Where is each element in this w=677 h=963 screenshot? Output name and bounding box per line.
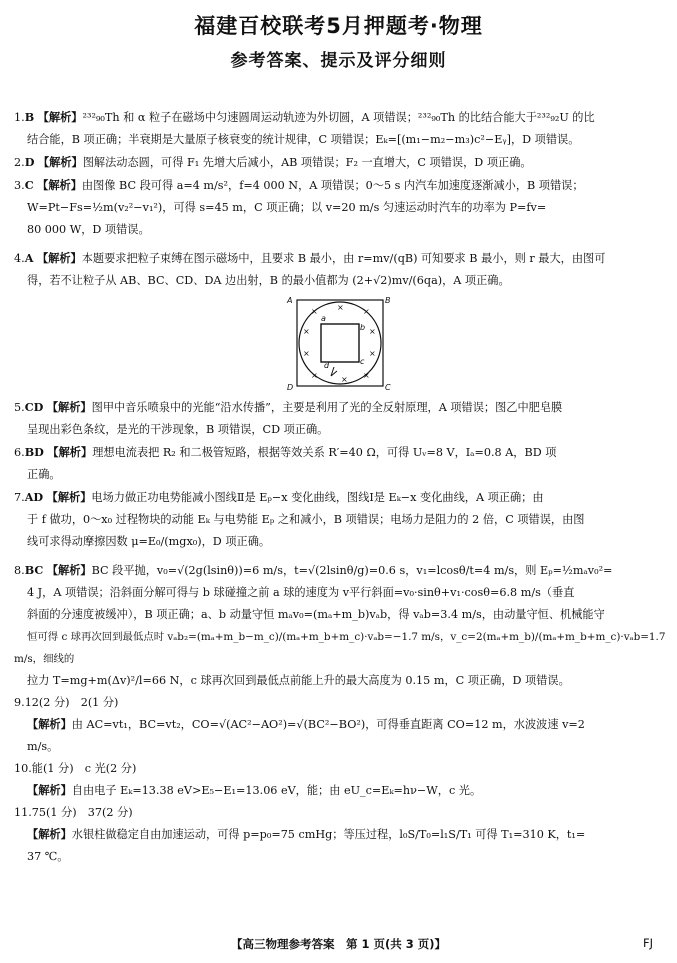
svg-text:×: × xyxy=(311,371,318,380)
answer-item-7: 7.AD 【解析】电场力做正功电势能减小图线Ⅱ是 Eₚ−x 变化曲线，图线Ⅰ是 Eₖ−x 变化曲线，A 项正确；由 于 f 做功，0～x₀ 过程物块的动能 Eₖ 与电势能 Eₚ 之和减小，B 项错误；电场力是阻力的 2 倍，C 项错误，由图 线可求得动摩擦因数 μ=E₀/(mgx₀)，D 项正确。 xyxy=(14,490,585,548)
svg-text:×: × xyxy=(369,327,376,336)
inner-label-c: c xyxy=(360,357,365,366)
field-crosses xyxy=(303,303,376,384)
svg-text:×: × xyxy=(303,327,310,336)
svg-text:×: × xyxy=(363,371,370,380)
svg-text:×: × xyxy=(341,375,348,384)
svg-text:×: × xyxy=(337,303,344,312)
svg-text:×: × xyxy=(369,349,376,358)
answer-item-2: 2.D 【解析】图解法动态圆，可得 F₁ 先增大后减小，AB 项错误；F₂ 一直增大，C 项错误，D 项正确。 xyxy=(14,155,532,169)
svg-text:×: × xyxy=(303,349,310,358)
corner-label-a: A xyxy=(287,296,293,305)
answer-item-11-analysis: 【解析】水银柱做稳定自由加速运动，可得 p=p₀=75 cmHg；等压过程，l₀S/T₀=l₁S/T₁ 可得 T₁=310 K，t₁= 37 ℃。 xyxy=(27,828,586,863)
magnetic-field-figure xyxy=(14,294,666,392)
square-circle-diagram xyxy=(285,294,395,390)
corner-label-d: D xyxy=(287,383,294,390)
page-footer: 【高三物理参考答案 第 1 页(共 3 页)】 xyxy=(230,937,447,951)
answer-item-5: 5.CD 【解析】图甲中音乐喷泉中的光能“沿水传播”，主要是利用了光的全反射原理，A 项错误；图乙中肥皂膜 呈现出彩色条纹，是光的干涉现象，B 项错误，CD 项正确。 xyxy=(14,400,563,436)
answer-item-11: 11.75(1 分) 37(2 分) xyxy=(14,806,133,819)
answer-item-4: 4.A 【解析】本题要求把粒子束缚在图示磁场中，且要求 B 最小，由 r=mv/(qB) 可知要求 B 最小，则 r 最大，由图可 得，若不让粒子从 AB、BC、CD、DA 边出射，B 的最小值都为 (2+√2)mv/(6qa)，A 项正确。 xyxy=(14,251,606,287)
svg-text:×: × xyxy=(363,307,370,316)
inner-label-b: b xyxy=(360,323,366,332)
answer-item-3: 3.C 【解析】由图像 BC 段可得 a=4 m/s²，f=4 000 N，A 项错误；0～5 s 内汽车加速度逐渐减小，B 项错误； W=Pt−Fs=½m(v₂²−v₁²)，可得 s=45 m，C 项正确；以 v=20 m/s 匀速运动时汽车的功率为 P=fv= 80 000 W，D 项错误。 xyxy=(14,178,584,236)
answer-item-8: 8.BC 【解析】BC 段平抛，v₀=√(2g(lsinθ))=6 m/s，t=√(2lsinθ/g)=0.6 s，v₁=lcosθ/t=4 m/s，则 Eₚ=½mₐv₀²= 4 J，A 项错误；沿斜面分解可得与 b 球碰撞之前 a 球的速度为 v平行斜面=v₀·sinθ+v₁·cosθ=6.8 m/s（垂直 斜面的分速度被缓冲），B 项正确；a、b 动量守恒 mₐv₀=(mₐ+m_b)vₐb，得 vₐb=3.4 m/s，由动量守恒、机械能守 恒可得 c 球再次回到最低点时 vₐb₂=(mₐ+m_b−m_c)/(mₐ+m_b+m_c)·vₐb=−1.7 m/s，v_c=2(mₐ+m_b)/(mₐ+m_b+m_c)·vₐb=1.7 m/s，细线的 拉力 T=mg+m(Δv)²/l=66 N，c 球再次回到最低点前能上升的最大高度为 0.15 m，C 项正确，D 项错误。 xyxy=(14,563,666,687)
inner-label-d: d xyxy=(324,361,330,370)
answer-item-10: 10.能(1 分) c 光(2 分) xyxy=(14,762,137,775)
corner-label-c: C xyxy=(385,383,391,390)
answer-content xyxy=(14,106,666,868)
answer-item-9-analysis: 【解析】由 AC=vt₁，BC=vt₂，CO=√(AC²−AO²)=√(BC²−BO²)，可得垂直距离 CO=12 m，水波波速 v=2 m/s。 xyxy=(27,718,585,753)
inner-label-a: a xyxy=(321,314,326,323)
answer-item-10-analysis: 【解析】自由电子 Eₖ=13.38 eV>E₅−E₁=13.06 eV，能；由 eU_c=Eₖ=hν−W，c 光。 xyxy=(27,784,482,797)
answer-item-1: 1.B 【解析】²³²₉₀Th 和 α 粒子在磁场中匀速圆周运动轨迹为外切圆，A 项错误；²³²₉₀Th 的比结合能大于²³²₉₂U 的比 结合能，B 项正确；半衰期是大量原子核衰变的统计规律，C 项错误；Eₖ=[(m₁−m₂−m₃)c²−Eᵧ]，D 项错误。 xyxy=(14,110,595,146)
corner-label-b: B xyxy=(385,296,391,305)
page-subtitle: 参考答案、提示及评分细则 xyxy=(230,51,447,71)
page-title: 福建百校联考5月押题考·物理 xyxy=(194,14,483,38)
footer-code: FJ xyxy=(642,936,653,950)
answer-item-6: 6.BD 【解析】理想电流表把 R₂ 和二极管短路，根据等效关系 R′=40 Ω，可得 Uᵥ=8 V，Iₐ=0.8 A，BD 项 正确。 xyxy=(14,445,557,481)
answer-item-9: 9.12(2 分) 2(1 分) xyxy=(14,696,119,709)
svg-text:×: × xyxy=(311,307,318,316)
